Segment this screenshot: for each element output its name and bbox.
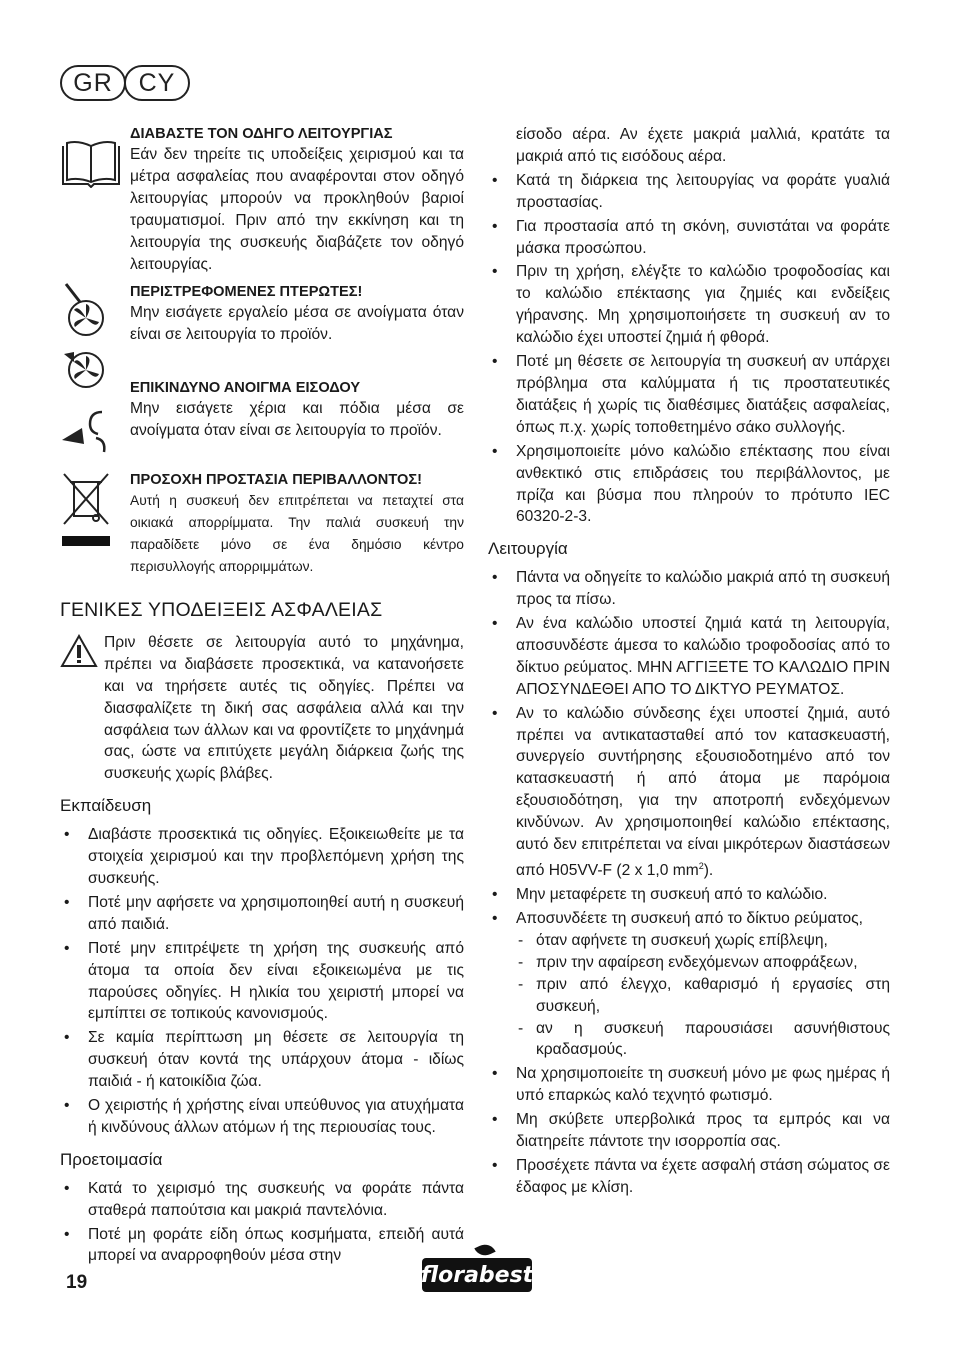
list-item: • Πριν τη χρήση, ελέγξτε το καλώδιο τροφοδοσίας και το καλώδιο επέκτασης για ζημιές και ενδείξεις γήρανσης. Μη χρησιμοποιήσετε τη συσκευή αν το καλώδιο έχει υποστεί ζημιά ή φθορά.	[488, 261, 890, 349]
list-item: • Ποτέ μη φοράτε είδη όπως κοσμήματα, επειδή αυτά μπορεί να αναρροφηθούν μέσα στην	[60, 1224, 464, 1268]
list-item	[488, 908, 890, 1061]
list-item-text: Αν το καλώδιο σύνδεσης έχει υποστεί ζημιά, αυτό πρέπει να αντικατασταθεί από τον κατασκευαστή, συνεργείο συντήρησης εξουσιοδοτημένο από τον κατασκευαστή ή από άτομα με παρόμοια εξουσιοδότηση, για την αποτροπή ενδεχόμενων κινδύνων. Αν χρησιμοποιηθεί καλώδιο επέκτασης, αυτό δεν επιτρέπεται να είναι μικρότερων διαστάσεων από H05VV-F (2 x 1,0 mm	[516, 704, 890, 880]
brand-leaf-icon	[474, 1241, 495, 1259]
brand-logo: florabest	[422, 1258, 532, 1292]
language-badges	[60, 65, 188, 101]
preparation-list-left	[60, 1178, 464, 1268]
list-item	[488, 703, 890, 882]
list-item: • Κατά τη διάρκεια της λειτουργίας να φοράτε γυαλιά προστασίας.	[488, 170, 890, 214]
list-item: • Μην μεταφέρετε τη συσκευή από το καλώδιο.	[488, 884, 890, 906]
general-intro-text: Πριν θέσετε σε λειτουργία αυτό το μηχάνημα, πρέπει να διαβάσετε προσεκτικά, να κατανοήσετε και να τηρήσετε αυτές τις οδηγίες. Πρέπει να διασφαλίζετε τη δική σας ασφάλεια αλλά και την ασφάλεια των άλλων και να φροντίζετε το μηχάνημά σας, ώστε να επιτύχετε μεγάλη διάρκεια ζωής της συσκευής χωρίς βλάβες.	[104, 633, 464, 783]
preparation-list-right	[488, 124, 890, 528]
list-item: • Ποτέ μην επιτρέψετε τη χρήση της συσκευής από άτομα τα οποία δεν είναι εξοικειωμένα με τις παρούσες οδηγίες. Η ηλικία του χειριστή μπορεί να εμπίπτει σε τοπικούς κανονισμούς.	[60, 938, 464, 1026]
warning-read-manual	[60, 124, 464, 276]
preparation-heading: Προετοιμασία	[60, 1149, 163, 1169]
sub-item: - πριν την αφαίρεση ενδεχόμενων αποφράξεων,	[516, 952, 890, 974]
list-item: • Ο χειριστής ή χρήστης είναι υπεύθυνος για ατυχήματα ή κινδύνους άλλων ατόμων ή της περιουσίας τους.	[60, 1095, 464, 1139]
sub-item: - πριν από έλεγχο, καθαρισμό ή εργασίες στη συσκευή,	[516, 974, 890, 1018]
training-heading: Εκπαίδευση	[60, 796, 152, 816]
warning-title: ΠΡΟΣΟΧΗ ΠΡΟΣΤΑΣΙΑ ΠΕΡΙΒΑΛΛΟΝΤΟΣ!	[130, 472, 422, 488]
list-item: • Αν ένα καλώδιο υποστεί ζημιά κατά τη λειτουργία, αποσυνδέστε άμεσα το καλώδιο τροφοδοσίας από το δίκτυο ρεύματος. ΜΗΝ ΑΓΓΙΞΕΤΕ ΤΟ ΚΑΛΩΔΙΟ ΠΡΙΝ ΑΠΟΣΥΝΔΕΘΕΙ ΑΠΟ ΤΟ ΔΙΚΤΥΟ ΡΕΥΜΑΤΟΣ.	[488, 613, 890, 701]
left-column	[60, 124, 464, 1269]
list-item-text: Αποσυνδέετε τη συσκευή από το δίκτυο ρεύματος,	[516, 910, 863, 927]
sub-item: - όταν αφήνετε τη συσκευή χωρίς επίβλεψη,	[516, 930, 890, 952]
list-item: • Προσέχετε πάντα να έχετε ασφαλή στάση σώματος σε έδαφος με κλίση.	[488, 1155, 890, 1199]
crossed-bin-icon	[60, 472, 112, 552]
operation-heading: Λειτουργία	[488, 539, 568, 559]
warning-text: Εάν δεν τηρείτε τις υποδείξεις χειρισμού και τα μέτρα ασφαλείας που αναφέρονται στον οδηγό λειτουργίας μπορούν να προκληθούν βαριοί τραυματισμοί. Πριν από την εκκίνηση και τη λειτουργία της συσκευής διαβάζετε τον οδηγό λειτουργίας.	[130, 146, 464, 273]
list-item: • Διαβάστε προσεκτικά τις οδηγίες. Εξοικειωθείτε με τα στοιχεία χειρισμού και την προβλεπόμενη χρήση της συσκευής.	[60, 824, 464, 890]
list-item: • Κατά το χειρισμό της συσκευής να φοράτε πάντα σταθερά παπούτσια και μακριά παντελόνια.	[60, 1178, 464, 1222]
list-item: • Να χρησιμοποιείτε τη συσκευή μόνο με φως ημέρας ή υπό επαρκώς καλό τεχνητό φωτισμό.	[488, 1063, 890, 1107]
superscript: 2	[698, 861, 704, 871]
open-book-icon	[60, 140, 122, 188]
operation-list	[488, 567, 890, 1199]
rotating-blades-icon	[60, 282, 108, 338]
right-column	[488, 124, 890, 1201]
list-item: • Για προστασία από τη σκόνη, συνιστάται να φοράτε μάσκα προσώπου.	[488, 216, 890, 260]
warning-dangerous-inlet	[60, 378, 464, 464]
list-item: • Χρησιμοποιείτε μόνο καλώδιο επέκτασης που είναι ανθεκτικό στις επιδράσεις του περιβάλλοντος, με πρίζα και βύσμα που πληρούν το πρότυπο IEC 60320-2-3.	[488, 441, 890, 529]
list-item: • Μη σκύβετε υπερβολικά προς τα εμπρός και να διατηρείτε πάντοτε την ισορροπία σας.	[488, 1109, 890, 1153]
list-item: • Ποτέ μη θέσετε σε λειτουργία τη συσκευή αν υπάρχει πρόβλημα στα καλύμματα ή τις προστατευτικές διατάξεις ή χωρίς τις διαθέσιμες διατάξεις ασφαλείας, όπως π.χ. χωρίς τοποθετημένο σάκο συλλογής.	[488, 351, 890, 439]
sub-item: - αν η συσκευή παρουσιάσει ασυνήθιστους κραδασμούς.	[516, 1018, 890, 1062]
list-item: • Πάντα να οδηγείτε το καλώδιο μακριά από τη συσκευή προς τα πίσω.	[488, 567, 890, 611]
warning-text: Μην εισάγετε χέρια και πόδια μέσα σε ανοίγματα όταν είναι σε λειτουργία το προϊόν.	[130, 400, 464, 439]
training-list	[60, 824, 464, 1139]
language-badge-cy: CY	[124, 65, 190, 101]
warning-title: ΕΠΙΚΙΝΔΥΝΟ ΑΝΟΙΓΜΑ ΕΙΣΟΔΟΥ	[130, 380, 361, 396]
warning-environment	[60, 470, 464, 578]
list-item: • Σε καμία περίπτωση μη θέσετε σε λειτουργία τη συσκευή όταν κοντά της υπάρχουν άτομα - ιδίως παιδιά - ή κατοικίδια ζώα.	[60, 1027, 464, 1093]
warning-triangle-icon	[60, 634, 98, 668]
warning-title: ΠΕΡΙΣΤΡΕΦΟΜΕΝΕΣ ΠΤΕΡΩΤΕΣ!	[130, 284, 363, 300]
list-item-continued: είσοδο αέρα. Αν έχετε μακριά μαλλιά, κρατάτε τα μακριά από τις εισόδους αέρα.	[516, 126, 890, 165]
language-badge-gr: GR	[60, 65, 126, 101]
general-safety-intro	[60, 632, 464, 785]
general-safety-heading: ΓΕΝΙΚΕΣ ΥΠΟΔΕΙΞΕΙΣ ΑΣΦΑΛΕΙΑΣ	[60, 599, 383, 621]
list-item: • Ποτέ μην αφήσετε να χρησιμοποιηθεί αυτή η συσκευή από παιδιά.	[60, 892, 464, 936]
warning-rotating-blades	[60, 282, 464, 378]
intake-hazard-icon	[60, 348, 110, 458]
list-item-tail: ).	[703, 862, 714, 880]
warning-title: ΔΙΑΒΑΣΤΕ ΤΟΝ ΟΔΗΓΟ ΛΕΙΤΟΥΡΓΙΑΣ	[130, 126, 393, 142]
warning-text: Αυτή η συσκευή δεν επιτρέπεται να πεταχτεί στα οικιακά απορρίμματα. Την παλιά συσκευή την παραδίδετε μόνο σε ένα δημόσιο κέντρο περισυλλογής απορριμμάτων.	[130, 493, 464, 574]
warning-text: Μην εισάγετε εργαλείο μέσα σε ανοίγματα όταν είναι σε λειτουργία το προϊόν.	[130, 304, 464, 343]
page-number: 19	[66, 1272, 88, 1293]
